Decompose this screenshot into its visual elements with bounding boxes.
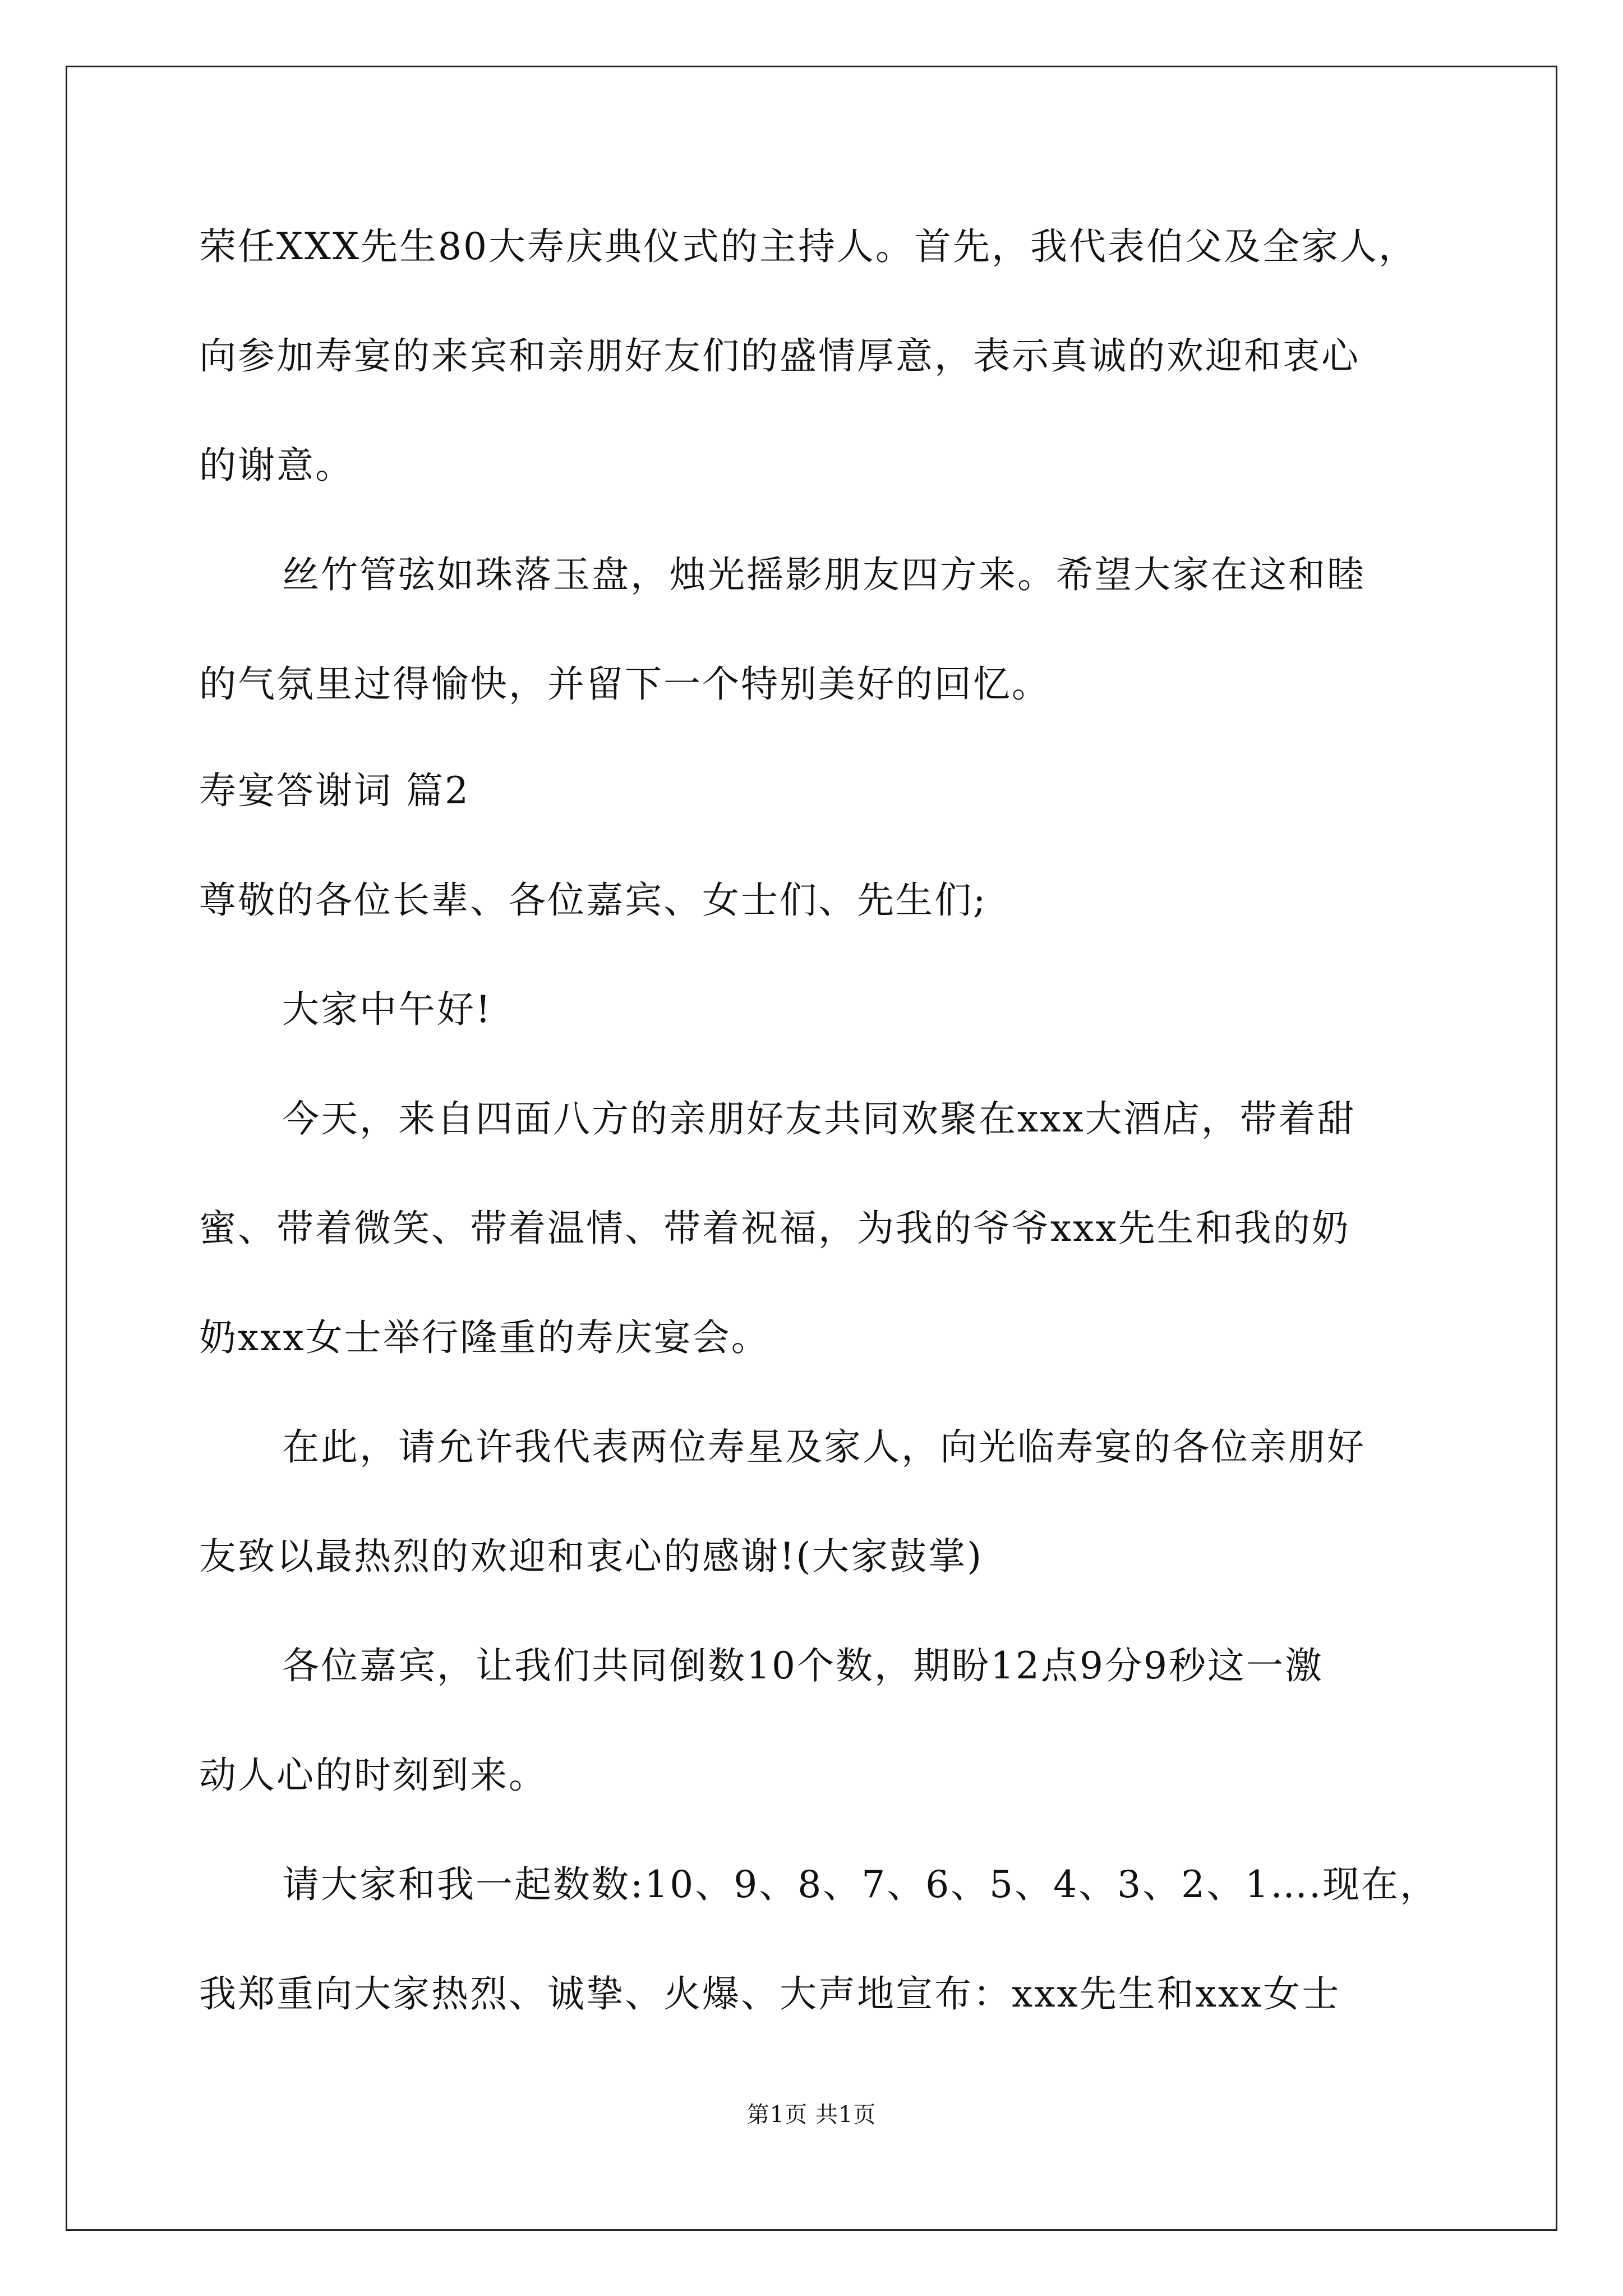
text-line: 的谢意。 [199, 444, 354, 487]
text-line: 各位嘉宾，让我们共同倒数10个数，期盼12点9分9秒这一激 [282, 1644, 1324, 1687]
text-line: 向参加寿宴的来宾和亲朋好友们的盛情厚意，表示真诚的欢迎和衷心 [199, 334, 1360, 378]
salutation: 尊敬的各位长辈、各位嘉宾、女士们、先生们; [199, 878, 988, 922]
text-line: 请大家和我一起数数:10、9、8、7、6、5、4、3、2、1….现在， [282, 1863, 1439, 1906]
text-line: 丝竹管弦如珠落玉盘，烛光摇影朋友四方来。希望大家在这和睦 [282, 553, 1366, 596]
greeting: 大家中午好! [282, 988, 492, 1031]
page-number-footer: 第1页 共1页 [746, 2102, 877, 2128]
text-line: 荣任XXX先生80大寿庆典仪式的主持人。首先，我代表伯父及全家人， [199, 225, 1417, 268]
text-line: 动人心的时刻到来。 [199, 1754, 547, 1797]
text-line: 蜜、带着微笑、带着温情、带着祝福，为我的爷爷xxx先生和我的奶 [199, 1207, 1350, 1250]
text-line: 我郑重向大家热烈、诚挚、火爆、大声地宣布：xxx先生和xxx女士 [199, 1972, 1341, 2016]
text-line: 在此，请允许我代表两位寿星及家人，向光临寿宴的各位亲朋好 [282, 1425, 1366, 1469]
text-line: 奶xxx女士举行隆重的寿庆宴会。 [199, 1316, 770, 1359]
text-line: 的气氛里过得愉快，并留下一个特别美好的回忆。 [199, 662, 1050, 706]
text-line: 今天，来自四面八方的亲朋好友共同欢聚在xxx大酒店，带着甜 [282, 1097, 1356, 1140]
text-line: 友致以最热烈的欢迎和衷心的感谢!(大家鼓掌) [199, 1535, 984, 1578]
section-heading: 寿宴答谢词 篇2 [199, 769, 470, 812]
